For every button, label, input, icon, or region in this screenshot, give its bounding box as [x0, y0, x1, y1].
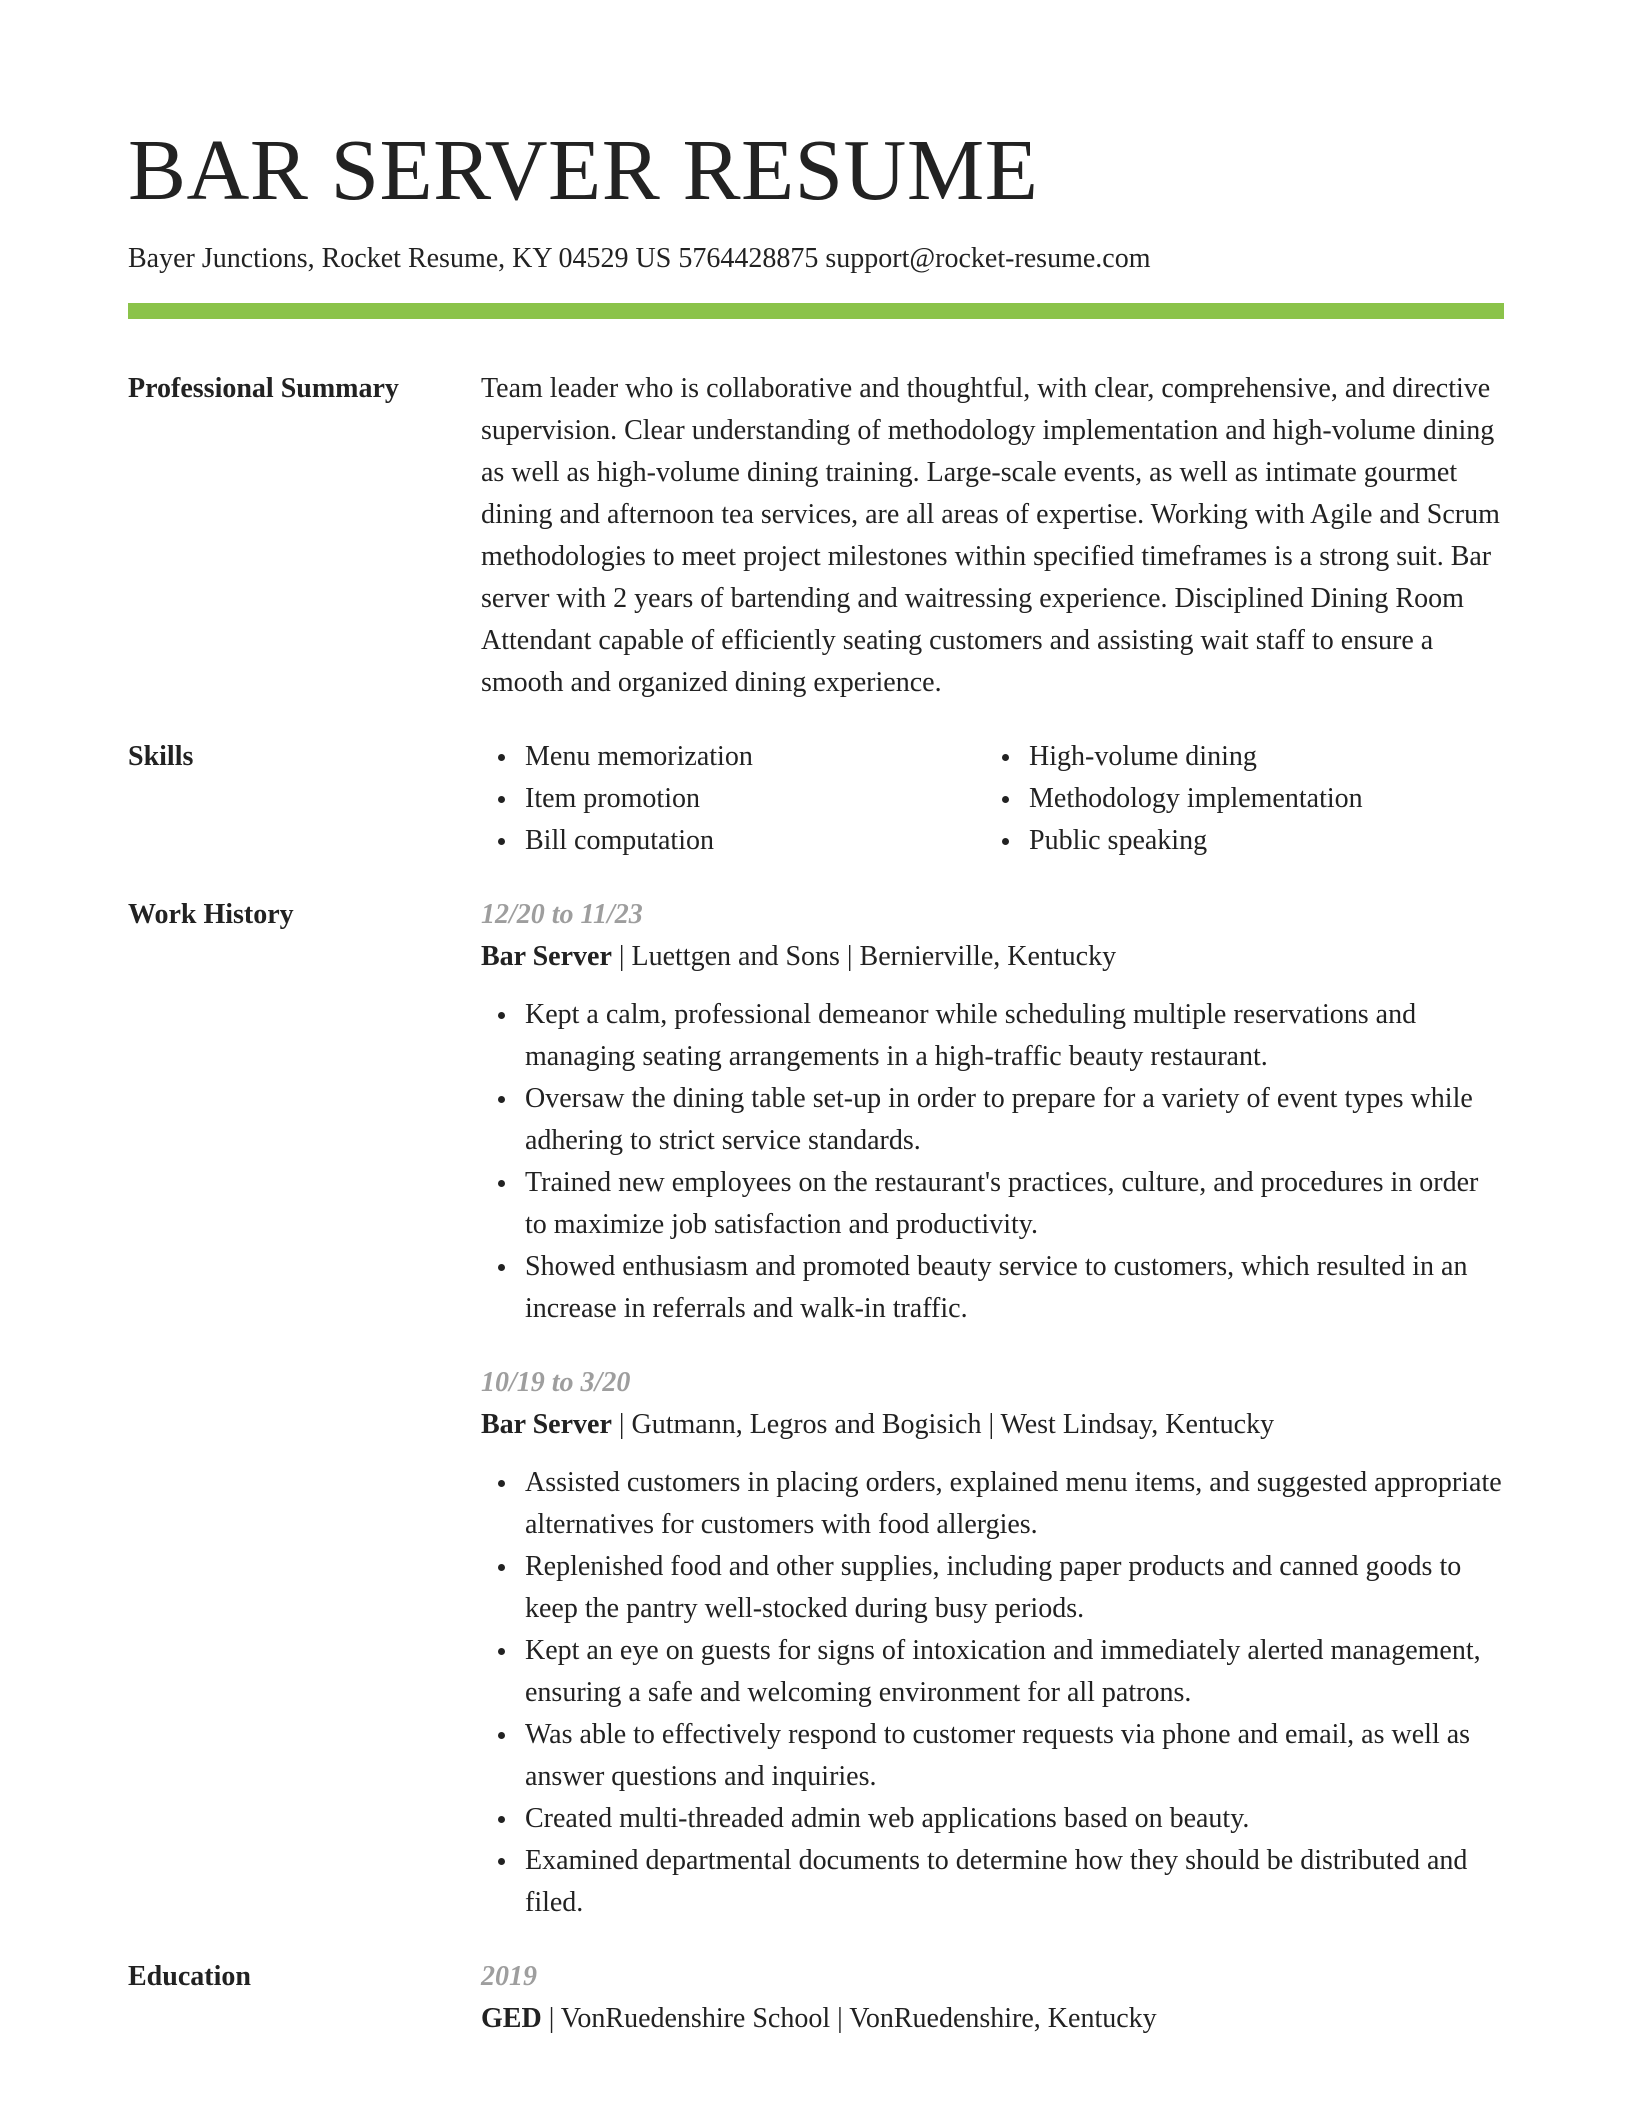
education-school: | VonRuedenshire School | VonRuedenshire, Kentucky: [541, 2003, 1157, 2034]
skills-list: [481, 736, 1504, 862]
skill-item: Methodology implementation: [1029, 778, 1489, 820]
summary-body: [481, 368, 1504, 704]
job-role: Bar Server: [481, 1409, 612, 1440]
job-role: Bar Server: [481, 941, 612, 972]
section-label-education: Education: [128, 1961, 251, 1992]
work-history-section: [128, 894, 1504, 1924]
job-dates: 10/19 to 3/20: [481, 1367, 631, 1398]
skill-item: Public speaking: [1029, 820, 1489, 862]
skills-column-right: [985, 736, 1489, 862]
education-year: 2019: [481, 1961, 537, 1992]
job-employer: | Gutmann, Legros and Bogisich | West Lindsay, Kentucky: [611, 1409, 1275, 1440]
skills-column-left: [481, 736, 985, 862]
job-bullet: Kept a calm, professional demeanor while scheduling multiple reservations and managing seating arrangements in a high-traffic beauty restaurant.: [525, 994, 1504, 1078]
job-entry: [481, 894, 1504, 1330]
resume-title: BAR SERVER RESUME: [128, 121, 1039, 218]
job-bullet: Trained new employees on the restaurant's practices, culture, and procedures in order to maximize job satisfaction and productivity.: [525, 1162, 1504, 1246]
job-title-line: [481, 936, 1504, 978]
section-label-summary: Professional Summary: [128, 373, 399, 404]
summary-section: [128, 368, 1504, 704]
job-bullet: Showed enthusiasm and promoted beauty service to customers, which resulted in an increase in referrals and walk-in traffic.: [525, 1246, 1504, 1330]
job-dates: 12/20 to 11/23: [481, 899, 643, 930]
job-bullet: Kept an eye on guests for signs of intoxication and immediately alerted management, ensuring a safe and welcoming environment for all patrons.: [525, 1630, 1504, 1714]
skill-item: High-volume dining: [1029, 736, 1489, 778]
skill-item: Menu memorization: [525, 736, 985, 778]
job-bullet: Examined departmental documents to determine how they should be distributed and filed.: [525, 1840, 1504, 1924]
job-bullet: Was able to effectively respond to customer requests via phone and email, as well as answer questions and inquiries.: [525, 1714, 1504, 1798]
job-bullet: Replenished food and other supplies, including paper products and canned goods to keep the pantry well-stocked during busy periods.: [525, 1546, 1504, 1630]
work-history-body: [481, 894, 1504, 1924]
section-label-skills: Skills: [128, 741, 194, 772]
job-title-line: [481, 1404, 1504, 1446]
job-bullet: Created multi-threaded admin web applications based on beauty.: [525, 1798, 1504, 1840]
accent-divider: [128, 303, 1504, 319]
job-employer: | Luettgen and Sons | Bernierville, Kentucky: [611, 941, 1117, 972]
skills-section: [128, 736, 1504, 862]
section-label-work: Work History: [128, 899, 294, 930]
skill-item: Bill computation: [525, 820, 985, 862]
job-bullet: Oversaw the dining table set-up in order to prepare for a variety of event types while adhering to strict service standards.: [525, 1078, 1504, 1162]
education-degree: GED: [481, 2003, 542, 2034]
education-line: [481, 1998, 1504, 2040]
job-bullet: Assisted customers in placing orders, explained menu items, and suggested appropriate alternatives for customers with food allergies.: [525, 1462, 1504, 1546]
education-body: [481, 1956, 1504, 2040]
job-bullets: [481, 1462, 1504, 1924]
summary-text: Team leader who is collaborative and thoughtful, with clear, comprehensive, and directive supervision. Clear understanding of methodology implementation and high-volume dining as well as high-volume dining training. Large-scale events, as well as intimate gourmet dining and afternoon tea services, are all areas of expertise. Working with Agile and Scrum methodologies to meet project milestones within specified timeframes is a strong suit. Bar server with 2 years of bartending and waitressing experience. Disciplined Dining Room Attendant capable of efficiently seating customers and assisting wait staff to ensure a smooth and organized dining experience.: [481, 373, 1500, 698]
contact-line: Bayer Junctions, Rocket Resume, KY 04529 US 5764428875 support@rocket-resume.com: [128, 243, 1151, 274]
job-entry: [481, 1362, 1504, 1924]
skill-item: Item promotion: [525, 778, 985, 820]
education-section: [128, 1956, 1504, 2040]
job-bullets: [481, 994, 1504, 1330]
